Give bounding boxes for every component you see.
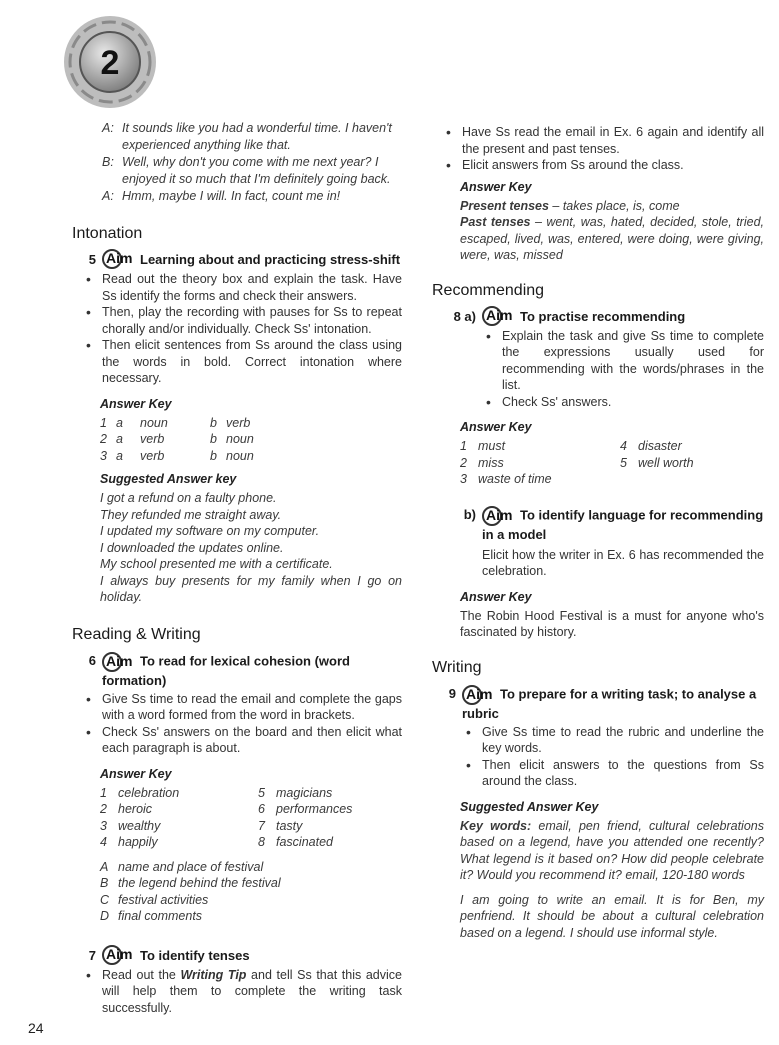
exercise-8b-answer: The Robin Hood Festival is a must for anyone who's fascinated by history. <box>460 608 764 639</box>
section-heading-recommending: Recommending <box>432 281 545 299</box>
list-item: • Explain the task and give Ss time to complete the expressions usually used for recommending with the words/phrases in the list. <box>502 328 764 394</box>
answer-key-label: Answer Key <box>100 766 172 781</box>
section-heading-reading-writing: Reading & Writing <box>72 625 201 643</box>
list-item: • Give Ss time to read the email and complete the gaps with a word formed from the word in brackets. <box>102 691 402 724</box>
exercise-aim: To identify tenses <box>140 947 250 963</box>
dialogue-line: A: It sounds like you had a wonderful time. I haven't <box>102 121 392 135</box>
exercise-aim: To practise recommending <box>520 308 686 324</box>
answer-key-label: Answer Key <box>460 420 532 434</box>
exercise-8a-steps <box>432 328 764 411</box>
answer-key-label: Answer Key <box>460 589 532 604</box>
dialogue-line: enjoyed it so much that I'm definitely going back. <box>122 172 391 186</box>
section-heading-writing: Writing <box>432 658 482 676</box>
exercise-aim: To identify language for recommending in a model <box>482 506 764 542</box>
suggested-answer-label: Suggested Answer Key <box>460 799 599 814</box>
exercise-7-header: 7 Aim To identify tenses <box>88 945 250 963</box>
aim-icon: Aim <box>482 306 516 326</box>
aim-icon: Aim <box>102 652 136 672</box>
exercise-5-steps <box>72 271 402 387</box>
answer-key-table: 1 celebration 5 magicians 2 heroic 6 performances 3 wealthy 7 tasty 4 happily 8 fascinated <box>100 785 353 849</box>
exercise-aim: To read for lexical cohesion (word formation) <box>102 652 350 688</box>
right-column <box>432 120 764 941</box>
list-item: • Then, play the recording with pauses for Ss to repeat chorally and/or individually. Check Ss' intonation. <box>102 304 402 337</box>
exercise-aim: To prepare for a writing task; to analyse a rubric <box>462 685 757 721</box>
answer-key-table: 1 a noun b verb 2 a verb b noun 3 a verb b noun <box>100 415 254 463</box>
list-item: • Read out the theory box and explain the task. Have Ss identify the forms and check their answers. <box>102 271 402 304</box>
answer-key-label: Answer Key <box>100 396 172 411</box>
aim-icon: Aim <box>482 506 516 526</box>
dialogue-line: experienced anything like that. <box>122 138 291 152</box>
dialogue-line: B: Well, why don't you come with me next year? I <box>102 155 379 169</box>
list-item: • Give Ss time to read the rubric and underline the key words. <box>482 724 764 757</box>
exercise-7-steps <box>72 967 402 1017</box>
list-item: • Elicit answers from Ss around the class. <box>462 157 764 174</box>
paragraph-list: A name and place of festival B the legend behind the festival C festival activities D final comments <box>100 859 281 923</box>
model-answer: I am going to write an email. It is for Ben, my penfriend. It should be about a cultural celebration based on a legend. I should use informal style. <box>460 892 764 940</box>
list-item: • Read out the Writing Tip and tell Ss that this advice will help them to complete the writing task successfully. <box>102 967 402 1017</box>
list-item: • Have Ss read the email in Ex. 6 again and identify all the present and past tenses. <box>462 124 764 157</box>
tenses-answers: Present tenses – takes place, is, come Past tenses – went, was, hated, decided, stole, tried, escaped, lived, was, entered, were doing, were giving, were, was, missed <box>460 198 764 262</box>
section-heading-intonation: Intonation <box>72 225 143 242</box>
list-item: • Then elicit sentences from Ss around the class using the words in bold. Correct intonation where necessary. <box>102 337 402 387</box>
exercise-6-steps <box>72 691 402 757</box>
exercise-8b-instruction: Elicit how the writer in Ex. 6 has recommended the celebration. <box>482 547 764 578</box>
list-item: • Check Ss' answers on the board and then elicit what each paragraph is about. <box>102 724 402 757</box>
exercise-9-header: 9 Aim To prepare for a writing task; to analyse a rubric <box>448 685 757 721</box>
unit-number: 2 <box>100 44 120 82</box>
unit-badge-graphic <box>62 14 158 110</box>
exercise-9-steps <box>432 724 764 790</box>
exercise-8a-header: 8 a) Aim To practise recommending <box>453 306 686 324</box>
answer-key-table: 1 must 4 disaster 2 miss 5 well worth 3 waste of time <box>460 439 694 486</box>
dialogue-line: A: Hmm, maybe I will. In fact, count me in! <box>102 189 341 203</box>
aim-icon: Aim <box>462 685 496 705</box>
aim-icon: Aim <box>102 249 136 269</box>
aim-icon: Aim <box>102 945 136 965</box>
exercise-8b-header: b) Aim To identify language for recommending in a model <box>463 506 764 542</box>
exercise-7-steps-continued <box>432 124 764 174</box>
left-column <box>72 120 402 1016</box>
suggested-answer-label: Suggested Answer key <box>100 472 237 486</box>
exercise-aim: Learning about and practicing stress-shift <box>140 252 401 267</box>
key-words-answer: Key words: email, pen friend, cultural celebrations based on a legend, have you attended one recently? What legend is it based on? How did people celebrate it? Would you recommend it? email, 120-180 words <box>460 818 764 882</box>
suggested-answers: I got a refund on a faulty phone. They refunded me straight away. I updated my software on my computer. I downloaded the updates online. My school presented me with a certificate. I always buy presents for my family when I go on holiday. <box>100 491 402 604</box>
page-number: 24 <box>28 1020 44 1036</box>
list-item: • Check Ss' answers. <box>502 394 764 411</box>
list-item: • Then elicit answers to the questions from Ss around the class. <box>482 757 764 790</box>
answer-key-label: Answer Key <box>460 179 532 194</box>
exercise-5-header: 5 Aim Learning about and practicing stress-shift <box>88 250 401 267</box>
unit-badge <box>62 14 158 110</box>
dialogue <box>102 120 402 205</box>
exercise-6-header: 6 Aim To read for lexical cohesion (word formation) <box>88 652 350 688</box>
